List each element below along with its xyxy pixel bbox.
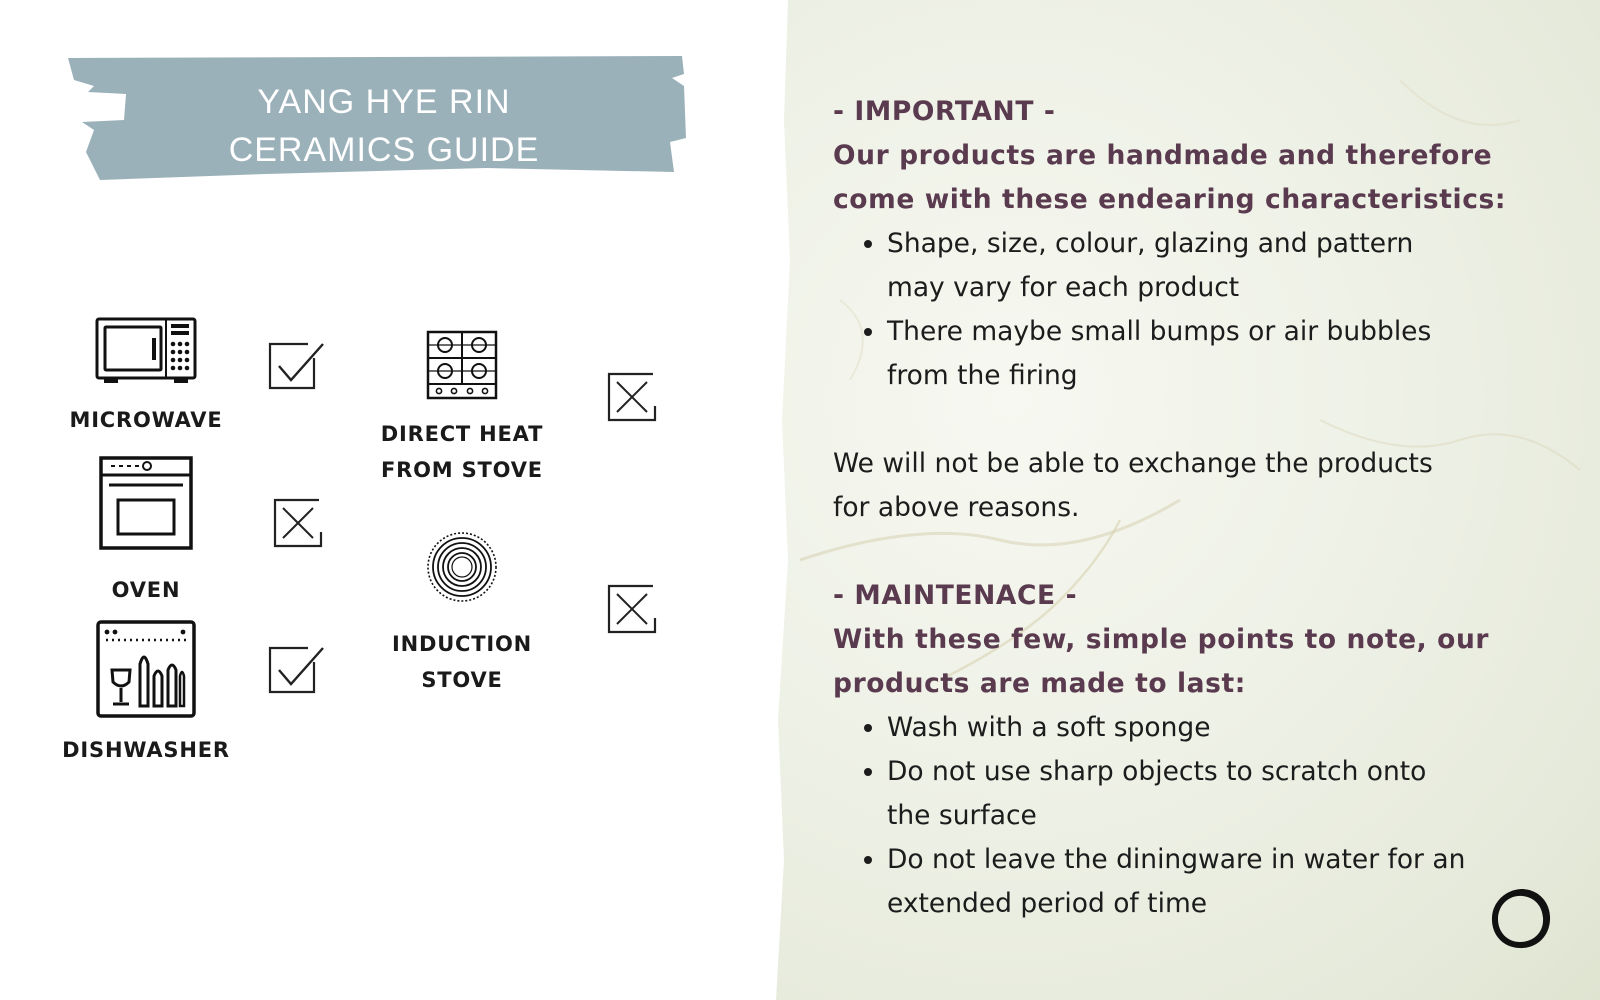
appliance-direct-heat-stove: [372, 330, 552, 488]
label-line: OVEN: [111, 578, 181, 602]
appliance-induction-stove: [372, 530, 552, 698]
list-item-line: the surface: [887, 800, 1037, 831]
dishwasher-icon: [96, 620, 196, 718]
gas-stove-icon: [426, 330, 498, 402]
check-mark-icon: [268, 340, 326, 392]
appliance-label: [58, 572, 234, 608]
list-item: [887, 222, 1543, 310]
label-line: DIRECT HEAT: [380, 422, 544, 446]
list-item-line: Shape, size, colour, glazing and pattern: [887, 228, 1414, 259]
cross-mark-icon: [607, 372, 661, 424]
appliance-label: [372, 626, 552, 698]
appliance-label: [58, 402, 234, 438]
list-item-line: Do not leave the diningware in water for an: [887, 844, 1466, 875]
list-item-line: from the firing: [887, 360, 1078, 391]
characteristics-list: [833, 222, 1543, 398]
exchange-note-line-1: We will not be able to exchange the products: [833, 448, 1433, 479]
label-line: DISHWASHER: [62, 738, 230, 762]
title-line-2: CERAMICS GUIDE: [228, 131, 540, 169]
list-item: [887, 706, 1543, 750]
appliance-dishwasher: [48, 620, 244, 768]
list-item-line: There maybe small bumps or air bubbles: [887, 316, 1432, 347]
spacer: [833, 398, 1543, 442]
list-item-line: may vary for each product: [887, 272, 1240, 303]
label-line: MICROWAVE: [69, 408, 223, 432]
spacer: [833, 530, 1543, 574]
appliance-label: [372, 416, 552, 488]
appliance-label: [48, 732, 244, 768]
title-banner: [66, 56, 702, 184]
appliance-guide-panel: [0, 0, 780, 1000]
maintenance-list: [833, 706, 1543, 926]
title-line-1: YANG HYE RIN: [257, 83, 511, 121]
induction-stove-icon: [425, 530, 499, 604]
label-line: FROM STOVE: [381, 458, 543, 482]
cross-mark-icon: [607, 584, 661, 636]
maintenance-heading: - MAINTENACE -: [833, 580, 1078, 611]
list-item-line: extended period of time: [887, 888, 1208, 919]
important-heading: - IMPORTANT -: [833, 96, 1056, 127]
care-notes: [833, 90, 1543, 926]
list-item-line: Do not use sharp objects to scratch onto: [887, 756, 1427, 787]
label-line: INDUCTION: [391, 632, 533, 656]
maintenance-intro-line-1: With these few, simple points to note, our: [833, 624, 1490, 655]
important-intro-line-2: come with these endearing characteristics:: [833, 184, 1507, 215]
appliance-oven: [58, 456, 234, 608]
page-title: [66, 78, 702, 174]
microwave-icon: [94, 316, 198, 386]
oven-icon: [99, 456, 193, 550]
appliance-microwave: [58, 316, 234, 438]
list-item: [887, 750, 1543, 838]
brand-logo: [1488, 886, 1554, 952]
list-item: [887, 838, 1543, 926]
important-intro-line-1: Our products are handmade and therefore: [833, 140, 1493, 171]
label-line: STOVE: [421, 668, 503, 692]
cross-mark-icon: [273, 498, 325, 550]
list-item: [887, 310, 1543, 398]
check-mark-icon: [268, 644, 326, 696]
list-item-line: Wash with a soft sponge: [887, 712, 1211, 743]
maintenance-intro-line-2: products are made to last:: [833, 668, 1246, 699]
exchange-note-line-2: for above reasons.: [833, 492, 1080, 523]
